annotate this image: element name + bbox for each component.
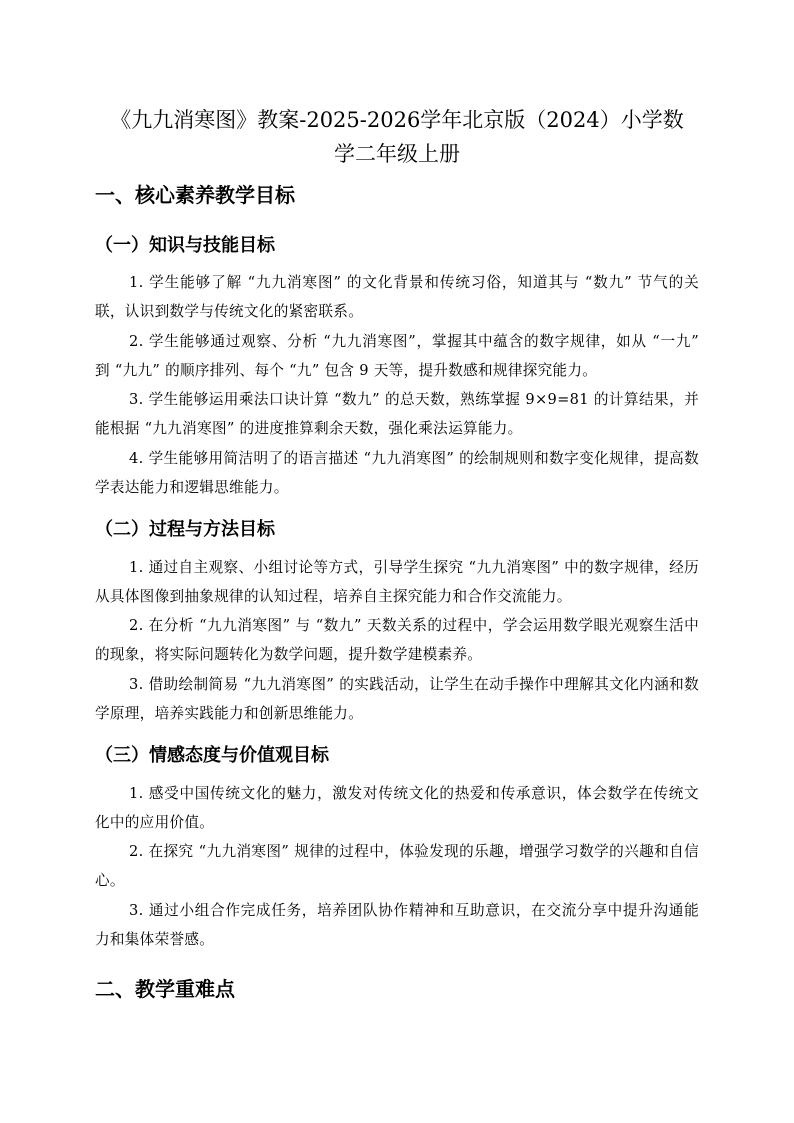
paragraph-knowledge-1: 1. 学生能够了解 “九九消寒图” 的文化背景和传统习俗，知道其与 “数九” 节气的关联，认识到数学与传统文化的紧密联系。 [95, 274, 699, 320]
paragraph-process-3: 3. 借助绘制简易 “九九消寒图” 的实践活动，让学生在动手操作中理解其文化内涵和数学原理，培养实践能力和创新思维能力。 [95, 676, 699, 722]
paragraph-values-3: 3. 通过小组合作完成任务，培养团队协作精神和互助意识，在交流分享中提升沟通能力和集体荣誉感。 [95, 902, 699, 948]
subsection-heading-knowledge-skills: （一）知识与技能目标 [95, 235, 275, 256]
paragraph-process-1: 1. 通过自主观察、小组讨论等方式，引导学生探究 “九九消寒图” 中的数字规律，经历从具体图像到抽象规律的认知过程，培养自主探究能力和合作交流能力。 [95, 559, 699, 605]
paragraph-knowledge-4: 4. 学生能够用简洁明了的语言描述 “九九消寒图” 的绘制规则和数字变化规律，提高数学表达能力和逻辑思维能力。 [95, 450, 699, 496]
paragraph-values-1: 1. 感受中国传统文化的魅力，激发对传统文化的热爱和传承意识，体会数学在传统文化中的应用价值。 [95, 785, 699, 831]
subsection-heading-attitudes-values: （三）情感态度与价值观目标 [95, 745, 329, 766]
paragraph-values-2: 2. 在探究 “九九消寒图” 规律的过程中，体验发现的乐趣，增强学习数学的兴趣和自信心。 [95, 843, 699, 889]
paragraph-knowledge-3: 3. 学生能够运用乘法口诀计算 “数九” 的总天数，熟练掌握 9×9=81 的计算结果，并能根据 “九九消寒图” 的进度推算剩余天数，强化乘法运算能力。 [95, 391, 699, 437]
section-heading-core-objectives: 一、核心素养教学目标 [95, 183, 295, 207]
paragraph-knowledge-2: 2. 学生能够通过观察、分析 “九九消寒图”，掌握其中蕴含的数字规律，如从 “一九” 到 “九九” 的顺序排列、每个 “九” 包含 9 天等，提升数感和规律探究能力。 [95, 333, 699, 379]
paragraph-process-2: 2. 在分析 “九九消寒图” 与 “数九” 天数关系的过程中，学会运用数学眼光观察生活中的现象，将实际问题转化为数学问题，提升数学建模素养。 [95, 617, 699, 663]
document-title: 《九九消寒图》教案-2025-2026学年北京版（2024）小学数学二年级上册 [110, 108, 684, 166]
section-heading-key-difficulties: 二、教学重难点 [95, 977, 235, 1001]
subsection-heading-process-methods: （二）过程与方法目标 [95, 519, 275, 540]
